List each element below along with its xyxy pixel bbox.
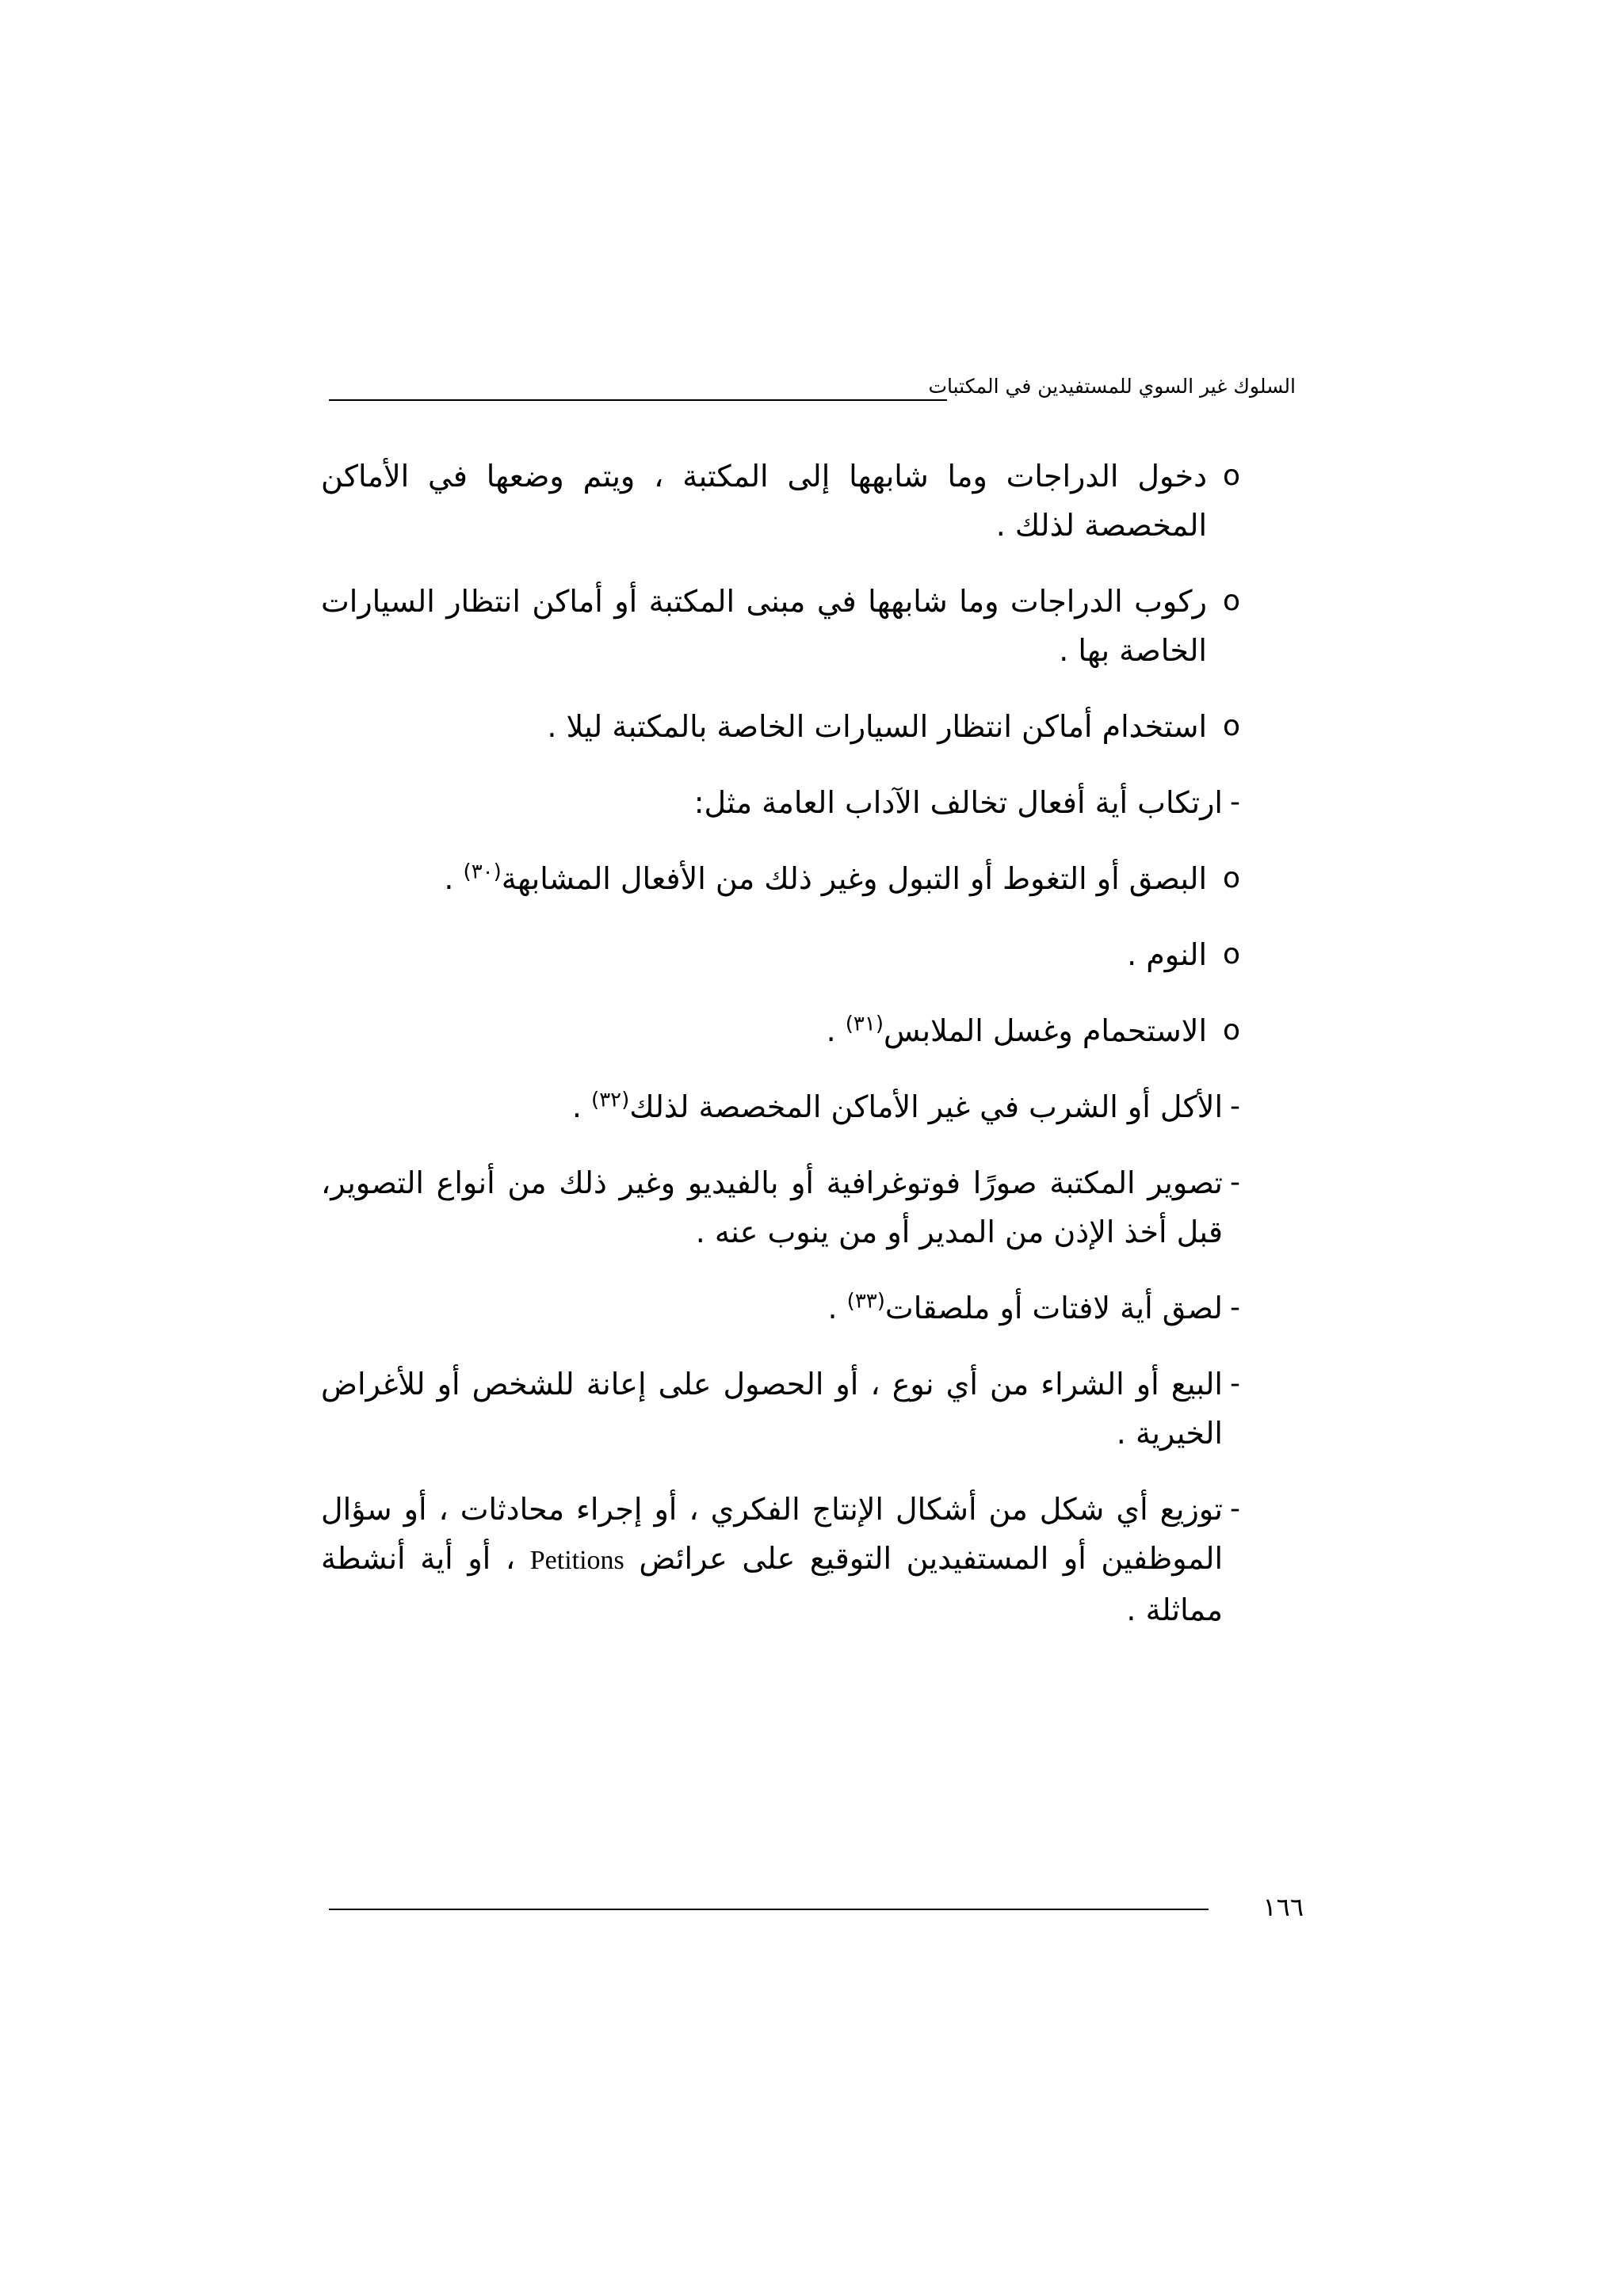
list-item-tail: . [827, 1291, 847, 1325]
latin-term: Petitions [529, 1546, 624, 1575]
list-item [321, 854, 1240, 903]
list-item-tail: . [444, 861, 464, 896]
list-item [321, 1158, 1240, 1257]
list-item-text: استخدام أماكن انتظار السيارات الخاصة بالمكتبة ليلا . [547, 709, 1207, 744]
dash-bullet: - [1230, 1493, 1240, 1525]
running-header [329, 372, 1296, 407]
list-item [321, 930, 1240, 979]
dash-bullet: - [1230, 1367, 1240, 1400]
footnote-ref: (٣٢) [591, 1088, 630, 1112]
list-item-text: الأكل أو الشرب في غير الأماكن المخصصة لذلك [629, 1089, 1223, 1124]
running-header-title: السلوك غير السوي للمستفيدين في المكتبات [928, 375, 1296, 398]
footer-rule [329, 1909, 1209, 1910]
circle-bullet: o [1222, 460, 1240, 492]
dash-bullet: - [1230, 786, 1240, 818]
list-item [321, 452, 1240, 550]
list-item-text: ارتكاب أية أفعال تخالف الآداب العامة مثل: [693, 785, 1223, 820]
list-item-text: النوم . [1127, 937, 1207, 972]
header-rule [329, 399, 947, 401]
dash-bullet: - [1230, 1090, 1240, 1123]
list-item-text: البصق أو التغوط أو التبول وغير ذلك من الأفعال المشابهة [501, 861, 1207, 896]
footnote-ref: (٣١) [845, 1012, 884, 1036]
footnote-ref: (٣٠) [463, 860, 502, 884]
list-item-text: البيع أو الشراء من أي نوع ، أو الحصول على إعانة للشخص أو للأغراض الخيرية . [321, 1367, 1223, 1451]
list-item [321, 1360, 1240, 1458]
circle-bullet: o [1222, 1014, 1240, 1047]
list-item [321, 702, 1240, 751]
footnote-ref: (٣٣) [846, 1289, 885, 1314]
list-item [321, 1082, 1240, 1131]
list-item [321, 1006, 1240, 1055]
dash-bullet: - [1230, 1166, 1240, 1199]
list-item [321, 1485, 1240, 1634]
circle-bullet: o [1222, 585, 1240, 617]
circle-bullet: o [1222, 710, 1240, 742]
list-item [321, 1283, 1240, 1333]
list-item [321, 577, 1240, 675]
list-item-tail: ، أو أية أنشطة مماثلة . [321, 1541, 1223, 1627]
dash-bullet: - [1230, 1291, 1240, 1324]
list-item-tail: . [571, 1089, 592, 1124]
list-item [321, 778, 1240, 827]
list-item-tail: . [826, 1013, 846, 1048]
list-item-text: توزيع أي شكل من أشكال الإنتاج الفكري ، أو إجراء محادثات ، أو سؤال الموظفين أو المستفيدين التوقيع على عرائض [321, 1492, 1224, 1576]
list-item-text: الاستحمام وغسل الملابس [884, 1013, 1207, 1048]
page-footer [329, 1890, 1312, 1929]
list-item-text: تصوير المكتبة صورًا فوتوغرافية أو بالفيديو وغير ذلك من أنواع التصوير، قبل أخذ الإذن من المدير أو من ينوب عنه . [321, 1165, 1223, 1249]
circle-bullet: o [1222, 862, 1240, 894]
list-item-text: لصق أية لافتات أو ملصقات [884, 1291, 1223, 1325]
list-item-text: ركوب الدراجات وما شابهها في مبنى المكتبة أو أماكن انتظار السيارات الخاصة بها . [321, 584, 1207, 668]
body-text [321, 452, 1240, 1634]
circle-bullet: o [1222, 938, 1240, 971]
page-number: ١٦٦ [1262, 1892, 1304, 1922]
list-item-text: دخول الدراجات وما شابهها إلى المكتبة ، ويتم وضعها في الأماكن المخصصة لذلك . [321, 459, 1207, 543]
